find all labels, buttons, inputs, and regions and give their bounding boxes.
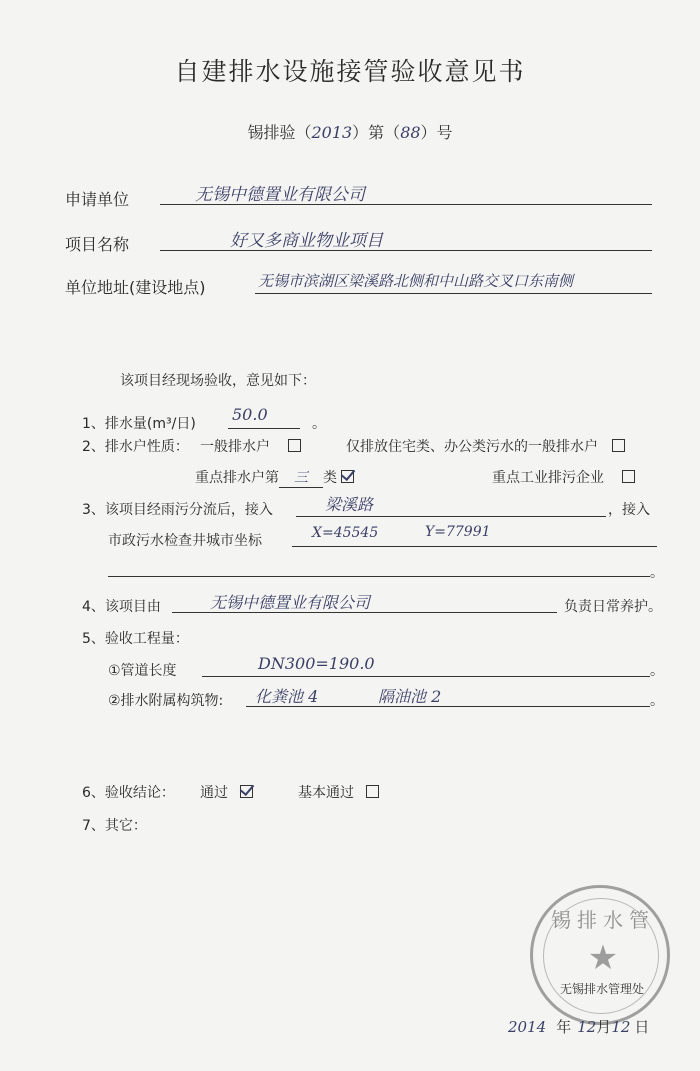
struct-end: 。 — [650, 693, 664, 709]
address-value: 无锡市滨湖区梁溪路北侧和中山路交叉口东南侧 — [258, 272, 574, 290]
struct-value-1: 化粪池 4 — [255, 687, 319, 706]
seal-top-text: 锡排水管 — [551, 908, 655, 932]
address-underline — [255, 293, 652, 294]
residential-checkbox[interactable] — [612, 439, 625, 452]
item3-label: 3、该项目经雨污分流后，接入 — [82, 502, 273, 518]
date-year-char: 年 — [556, 1018, 572, 1036]
residential-option — [346, 436, 625, 456]
ref-suffix: ）号 — [420, 123, 453, 142]
basic-checkbox[interactable] — [366, 785, 379, 798]
coord-label: 市政污水检查井城市坐标 — [108, 533, 262, 549]
intro-text: 该项目经现场验收，意见如下： — [120, 373, 316, 389]
ref-num: 88 — [400, 123, 421, 142]
key-class: 三 — [279, 467, 323, 488]
item1-end: 。 — [312, 416, 326, 432]
basic-option — [298, 782, 379, 802]
item3-underline — [296, 516, 606, 517]
date-year: 2014 — [508, 1018, 547, 1036]
general-checkbox[interactable] — [288, 439, 301, 452]
item4-end: 负责日常养护。 — [564, 599, 662, 615]
document-title: 自建排水设施接管验收意见书 — [174, 57, 526, 86]
item3-end: ，接入 — [608, 502, 650, 518]
date-day: 12 — [611, 1018, 631, 1036]
address-label: 单位地址(建设地点) — [65, 278, 206, 297]
pipe-label: ①管道长度 — [108, 663, 177, 679]
ref-mid: ）第（ — [352, 123, 401, 142]
struct-value-2: 隔油池 2 — [378, 687, 442, 706]
general-option — [200, 436, 301, 456]
date-month-char: 月 — [596, 1018, 612, 1036]
struct-label: ②排水附属构筑物: — [108, 693, 224, 709]
item6-label: 6、验收结论： — [82, 785, 175, 801]
item4-value: 无锡中德置业有限公司 — [210, 593, 371, 612]
item1-label: 1、排水量(m³/日) — [82, 416, 196, 432]
coord-y: Y=77991 — [425, 524, 491, 540]
seal-star-icon: ★ — [587, 938, 619, 978]
item2-label: 2、排水户性质： — [82, 439, 189, 455]
coord-underline-1 — [292, 546, 657, 547]
key-checkbox[interactable] — [341, 470, 354, 483]
residential-label: 仅排放住宅类、办公类污水的一般排水户 — [346, 439, 598, 455]
key-option — [195, 467, 354, 488]
ref-year: 2013 — [311, 123, 353, 142]
seal-bottom-text: 无锡排水管理处 — [560, 982, 645, 996]
pass-label: 通过 — [200, 785, 228, 801]
pass-option — [200, 782, 253, 802]
coord-end: 。 — [650, 565, 664, 581]
date-month: 12 — [577, 1018, 597, 1036]
coord-underline-2 — [108, 576, 650, 577]
project-value: 好又多商业物业项目 — [230, 231, 383, 251]
project-label: 项目名称 — [65, 235, 130, 254]
reference-number — [0, 120, 700, 143]
basic-label: 基本通过 — [298, 785, 354, 801]
industrial-checkbox[interactable] — [622, 470, 635, 483]
coord-x: X=45545 — [312, 525, 379, 541]
pipe-end: 。 — [650, 663, 664, 679]
date-day-char: 日 — [634, 1018, 650, 1036]
key-suffix: 类 — [323, 470, 337, 486]
applicant-value: 无锡中德置业有限公司 — [195, 185, 365, 205]
industrial-option — [492, 467, 635, 487]
item1-underline — [228, 428, 300, 429]
key-prefix: 重点排水户第 — [195, 470, 279, 486]
pipe-underline — [202, 676, 650, 677]
item1-value: 50.0 — [232, 405, 268, 424]
industrial-label: 重点工业排污企业 — [492, 470, 604, 486]
official-seal — [530, 885, 670, 1025]
pass-checkbox[interactable] — [240, 785, 253, 798]
item7-label: 7、其它： — [82, 818, 147, 834]
item3-value: 梁溪路 — [325, 495, 374, 514]
general-label: 一般排水户 — [200, 439, 270, 455]
issue-date — [508, 1016, 649, 1037]
applicant-label: 申请单位 — [65, 190, 130, 209]
item5-label: 5、验收工程量： — [82, 631, 189, 647]
ref-prefix: 锡排验（ — [247, 123, 312, 142]
item4-label: 4、该项目由 — [82, 599, 161, 615]
pipe-value: DN300=190.0 — [258, 654, 375, 673]
